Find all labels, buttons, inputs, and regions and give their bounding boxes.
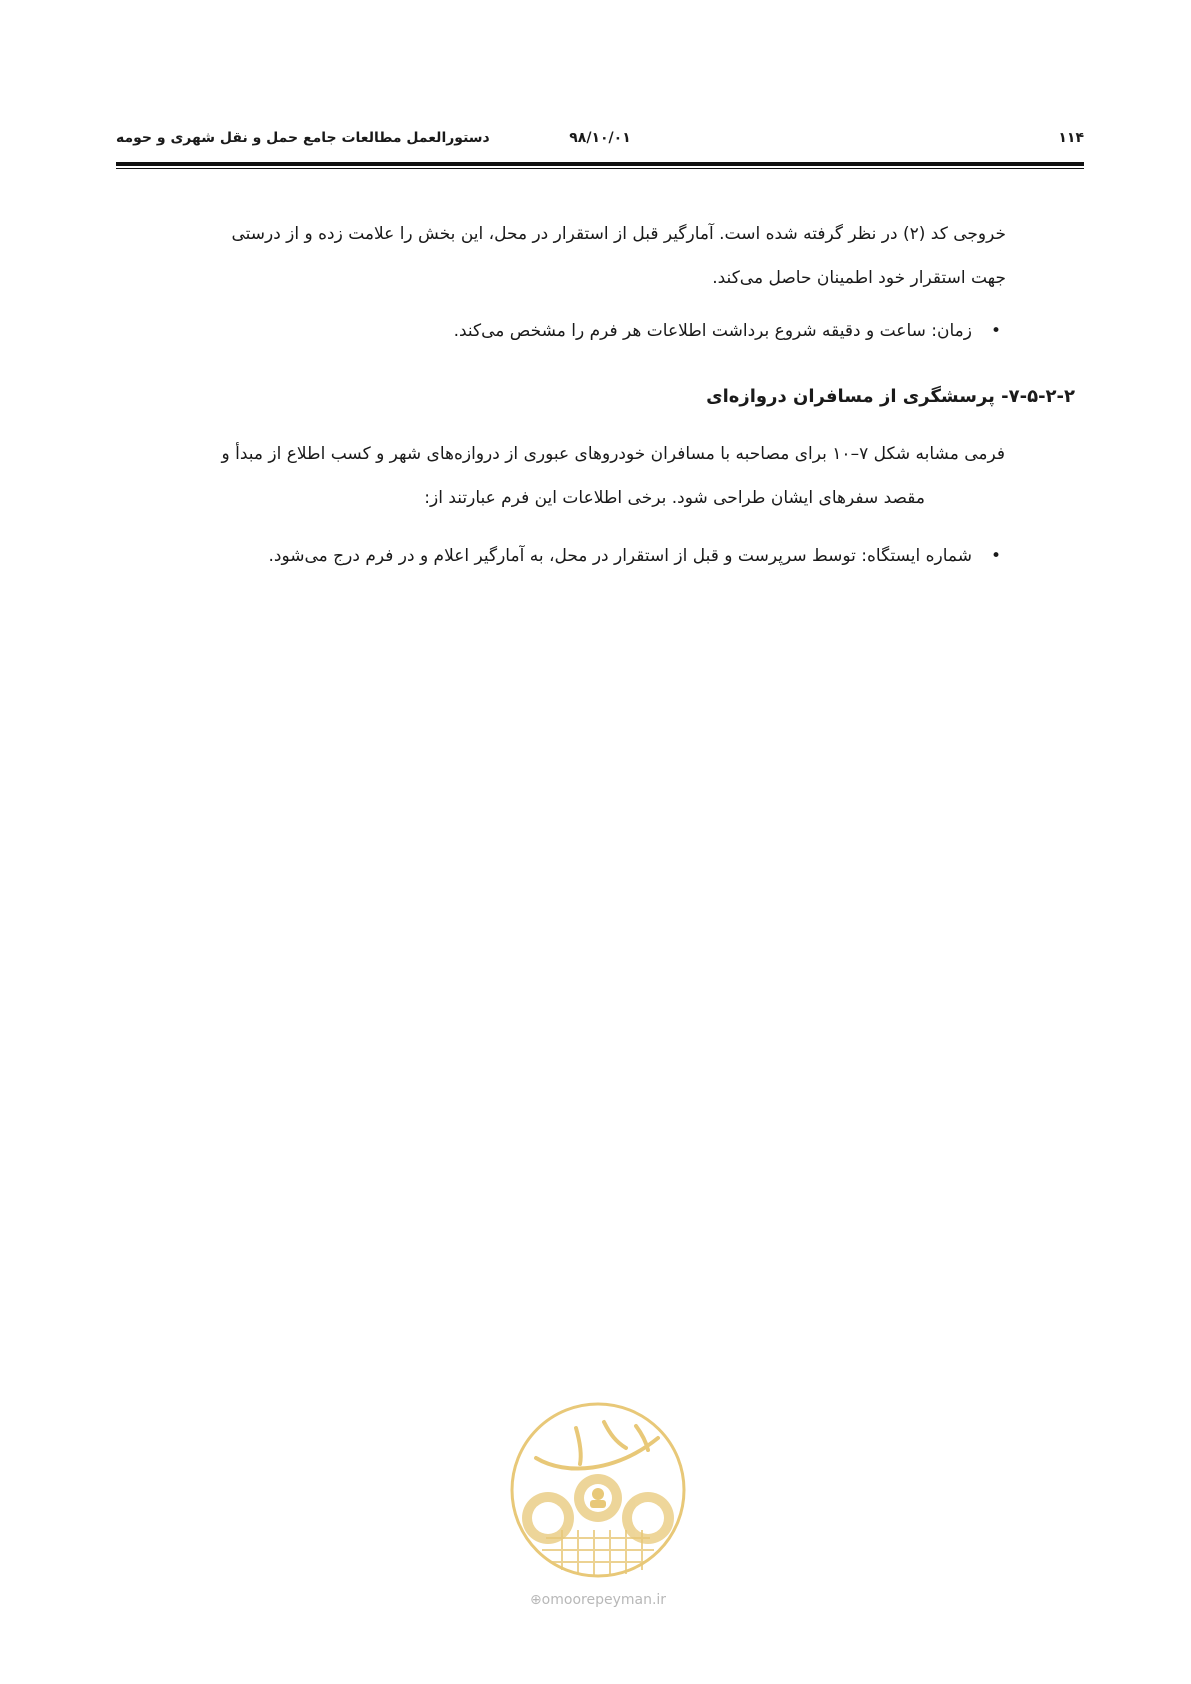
header-rule-thick [116, 162, 1084, 166]
bullet-icon: • [990, 546, 1002, 566]
list-item-text: زمان: ساعت و دقیقه شروع برداشت اطلاعات هر فرم را مشخص می‌کند. [453, 321, 972, 341]
list-item [116, 309, 1006, 353]
bullet-list-1 [116, 309, 1006, 353]
list-item-text: شماره ایستگاه: توسط سرپرست و قبل از استقرار در محل، به آمارگیر اعلام و در فرم درج می‌شود. [268, 546, 972, 566]
paragraph-1 [116, 212, 1006, 300]
paragraph-2-line-1: فرمی مشابه شکل ۷–۱۰ برای مصاحبه با مسافران خودروهای عبوری از دروازه‌های شهر و کسب اطلاع از مبدأ و [221, 444, 1005, 464]
bullet-icon: • [990, 321, 1002, 341]
globe-icon: ⊕ [529, 1592, 542, 1608]
watermark-url: ⊕omoorepeyman.ir [529, 1592, 667, 1608]
paragraph-1-line-2: جهت استقرار خود اطمینان حاصل می‌کند. [712, 268, 1006, 288]
header-rule-thin [116, 168, 1084, 169]
section-heading: ۷-۵-۲-۲- پرسشگری از مسافران دروازه‌ای [706, 386, 1075, 407]
page-number: ۱۱۴ [1058, 130, 1084, 146]
omoor-peyman-logo-icon [506, 1398, 690, 1582]
paragraph-1-line-1: خروجی کد (۲) در نظر گرفته شده است. آمارگیر قبل از استقرار در محل، این بخش را علامت زده و از درستی [231, 224, 1006, 244]
paragraph-2-line-2: مقصد سفرهای ایشان طراحی شود. برخی اطلاعات این فرم عبارتند از: [424, 488, 925, 508]
bullet-list-2 [116, 534, 1006, 578]
header-date: ۹۸/۱۰/۰۱ [569, 130, 631, 146]
paragraph-2 [116, 432, 1075, 520]
page-header [116, 130, 1084, 156]
list-item [116, 534, 1006, 578]
document-title: دستورالعمل مطالعات جامع حمل و نقل شهری و حومه [116, 130, 490, 146]
